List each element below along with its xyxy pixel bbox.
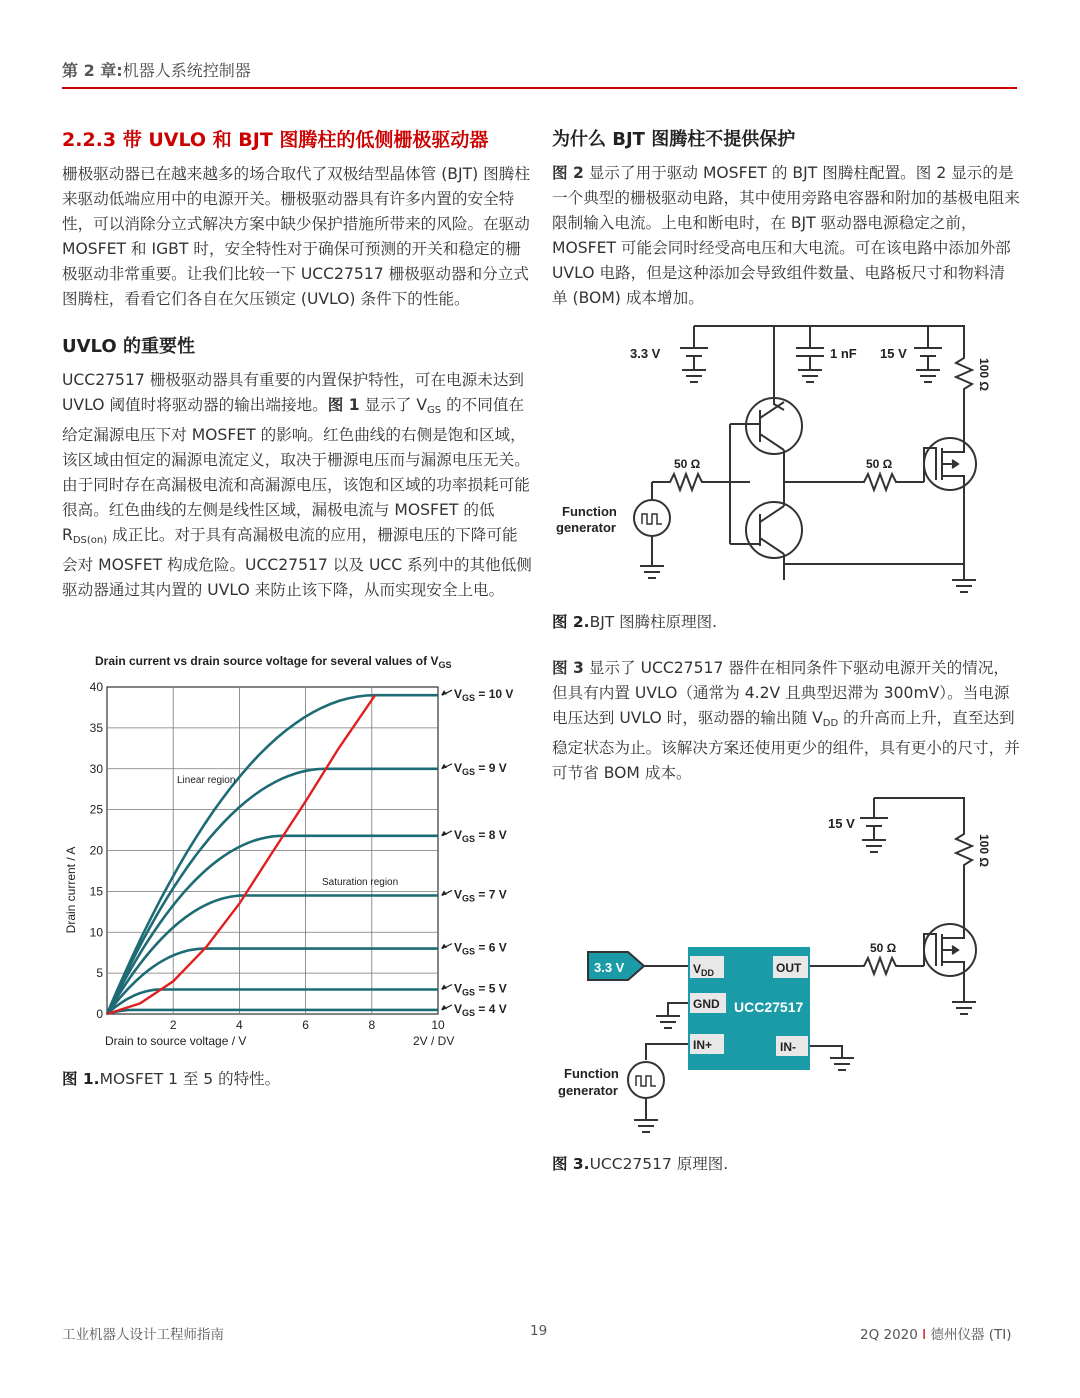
page-number: 19: [530, 1323, 548, 1339]
y-tick-label: 20: [89, 843, 103, 858]
footer-date: 2Q 2020: [860, 1327, 918, 1343]
intro-paragraph: 栅极驱动器已在越来越多的场合取代了双极结型晶体管 (BJT) 图腾柱来驱动低端应用中的电源开关。栅极驱动器具有许多内置的安全特性，可以消除分立式解决方案中缺少保护措施所带来的风险。在驱动 MOSFET 和 IGBT 时，安全特性对于确保可预测的开关和稳定的栅极驱动非常重要。让我们比较一下 UCC27517 栅极驱动器和分立式图腾柱，看看它们各自在欠压锁定 (UVLO) 条件下的性能。: [62, 165, 530, 308]
r50b-label: 50 Ω: [866, 457, 893, 471]
chart-labels: [90, 680, 514, 1032]
chapter-title: 机器人系统控制器: [122, 61, 251, 80]
inp-pin-label: IN+: [693, 1038, 713, 1052]
section-title: 2.2.3 带 UVLO 和 BJT 图腾柱的低侧栅极驱动器: [62, 129, 489, 151]
y-tick-label: 40: [89, 680, 103, 694]
vdd-pin-label: $V_{DD}$: [693, 962, 715, 978]
y-tick-label: 10: [89, 925, 103, 940]
y-tick-label: 30: [89, 761, 103, 776]
saturation-boundary-curve: [107, 695, 375, 1014]
footer-company: 德州仪器 (TI): [930, 1327, 1012, 1343]
fig2-caption-label: 图 2.: [552, 613, 590, 631]
pulse-icon: [642, 514, 662, 524]
fg-label-1: Function: [564, 1066, 619, 1081]
uvlo-text-3: 的不同值在给定漏源电压下对 MOSFET 的影响。红色曲线的右侧是饱和区域，该区域由恒定的漏源电流定义，取决于栅源电压而与漏源电压无关。由于同时存在高漏极电流和高漏源电压，该饱和区域的功率损耗可能很高。红色曲线的左侧是线性区域，漏极电流与 MOSFET 的低 R: [62, 396, 530, 544]
vgs-curve-10: [107, 695, 438, 1014]
npn-transistor: [746, 398, 802, 454]
vgs-legend-label: $V_{GS} = 5$ V: [454, 981, 507, 998]
r50-label: 50 Ω: [870, 941, 897, 955]
x-tick-label: 6: [302, 1018, 309, 1032]
ic-label: UCC27517: [734, 999, 804, 1015]
fg-ground: [640, 482, 664, 578]
y-tick-label: 35: [89, 720, 103, 735]
rdson-subscript: DS(on): [72, 535, 108, 546]
linear-region-label: Linear region: [177, 775, 236, 786]
gate-resistor: [784, 474, 924, 490]
fig1-caption-text: MOSFET 1 至 5 的特性。: [99, 1070, 281, 1088]
fig1-caption-label: 图 1.: [62, 1070, 100, 1088]
uvlo-paragraph: [62, 368, 532, 603]
fig2-caption-text: BJT 图腾柱原理图.: [589, 613, 718, 631]
v15-source-symbol: [914, 326, 942, 382]
x-tick-label: 4: [236, 1018, 243, 1032]
npn-leads: [760, 326, 784, 468]
vgs-subscript: GS: [427, 405, 442, 416]
out-pin-label: OUT: [776, 961, 802, 975]
ucc-text-1: 显示了 UCC27517 器件在相同条件下驱动电源开关的情况，但具有内置 UVLO（通常为 4.2V 且典型迟滞为 300mV）。当电源电压达到 UVLO 时，驱动器的输出随 V: [552, 659, 1010, 727]
y-axis-label: Drain current / A: [64, 846, 78, 934]
uvlo-text-4: 成正比。对于具有高漏极电流的应用，栅源电压的下降可能会对 MOSFET 构成危险。UCC27517 以及 UCC 系列中的其他低侧驱动器通过其内置的 UVLO 来防止该下降，从而实现安全上电。: [62, 526, 532, 599]
ground-rail: [784, 563, 976, 592]
v33-source-symbol: [680, 326, 708, 382]
vdd-input-label: 3.3 V: [594, 960, 625, 975]
fig3-caption-label: 图 3.: [552, 1155, 590, 1173]
chart-title: Drain current vs drain source voltage for several values of $V_{GS}$: [95, 654, 452, 670]
bjt-paragraph: [552, 161, 1020, 311]
fig2-caption: [552, 610, 717, 632]
y-tick-label: 25: [89, 802, 103, 817]
footer-right: [860, 1323, 1012, 1343]
right-column: [552, 125, 1020, 311]
vgs-curve-6: [107, 949, 438, 1014]
r100-label: 100 Ω: [977, 834, 991, 867]
fig3-caption-text: UCC27517 原理图.: [589, 1155, 729, 1173]
uvlo-heading: UVLO 的重要性: [62, 336, 195, 357]
vgs-legend-label: $V_{GS} = 7$ V: [454, 887, 507, 904]
ucc27517-schematic: [552, 790, 1022, 1135]
bjt-totem-pole-schematic: [552, 318, 1022, 603]
x-tick-label: 10: [431, 1018, 445, 1032]
x-tick-label: 2: [169, 1018, 177, 1032]
drain-resistor: [874, 798, 972, 926]
mosfet-arrow: [952, 460, 958, 468]
input-resistor: [652, 474, 730, 490]
mosfet-characteristics-chart: [55, 645, 535, 1055]
inp-wire: [646, 1044, 688, 1060]
vgs-legend-label: $V_{GS} = 6$ V: [454, 940, 507, 957]
mosfet-arrow: [952, 946, 958, 954]
fg-label-2: generator: [556, 520, 616, 535]
fg-label-2: generator: [558, 1083, 618, 1098]
inm-pin-label: IN-: [780, 1040, 796, 1054]
y-tick-label: 15: [89, 884, 103, 899]
vgs-legend-label: $V_{GS} = 4$ V: [454, 1001, 507, 1018]
bypass-capacitor: [796, 326, 824, 382]
header-rule: [62, 87, 1017, 89]
vgs-curve-4: [107, 1010, 438, 1014]
left-column: [62, 125, 532, 603]
drain-resistor: [928, 326, 972, 433]
chart-curves: [107, 695, 438, 1014]
mosfet-leads: [924, 926, 964, 1002]
v33-label: 3.3 V: [630, 346, 661, 361]
r50a-label: 50 Ω: [674, 457, 701, 471]
r100-label: 100 Ω: [977, 358, 991, 391]
cap-label: 1 nF: [830, 346, 857, 361]
v15-label: 15 V: [828, 816, 855, 831]
y-tick-label: 5: [96, 966, 103, 981]
fig2-ref: 图 2: [552, 164, 584, 182]
fig1-caption: [62, 1067, 280, 1089]
vgs-legend-label: $V_{GS} = 9$ V: [454, 760, 507, 777]
x-axis-label: Drain to source voltage / V: [105, 1034, 247, 1048]
x-axis-label-right: 2V / DV: [413, 1034, 455, 1048]
v15-label: 15 V: [880, 346, 907, 361]
bjt-heading: 为什么 BJT 图腾柱不提供保护: [552, 129, 796, 150]
gnd-pin-label: GND: [693, 997, 720, 1011]
vgs-legend-label: $V_{GS} = 10$ V: [454, 687, 514, 704]
vgs-legend-label: $V_{GS} = 8$ V: [454, 827, 507, 844]
footer-title: 工业机器人设计工程师指南: [62, 1327, 224, 1343]
v15-source-symbol: [860, 798, 888, 852]
pnp-leads: [760, 468, 784, 580]
fg-label-1: Function: [562, 504, 617, 519]
pulse-icon: [636, 1076, 656, 1086]
inm-ground: [810, 1046, 854, 1070]
fig1-ref: 图 1: [327, 396, 360, 414]
uvlo-text-1: UCC27517 栅极驱动器具有重要的内置保护特性，可在电源未达到 UVLO 阈值时将驱动器的输出端接地。: [62, 371, 525, 414]
vgs-curve-8: [107, 836, 438, 1014]
running-header: [62, 58, 251, 81]
uvlo-text-2: 显示了 V: [359, 396, 428, 414]
y-tick-label: 0: [96, 1007, 103, 1021]
saturation-region-label: Saturation region: [322, 877, 399, 888]
bjt-text: 显示了用于驱动 MOSFET 的 BJT 图腾柱配置。图 2 显示的是一个典型的栅极驱动电路，其中使用旁路电容器和附加的基极电阻来限制输入电流。上电和断电时，在 BJT 驱动器电源稳定之前，MOSFET 可能会同时经受高电压和大电流。可在该电路中添加外部 UVLO 电路，但是这种添加会导致组件数量、电路板尺寸和物料清单 (BOM) 成本增加。: [552, 164, 1020, 307]
base-node: [730, 424, 760, 544]
pnp-transistor: [746, 502, 802, 558]
gnd-ground: [656, 1003, 688, 1028]
x-tick-label: 8: [368, 1018, 376, 1032]
ucc-text-2: 的升高而上升，直至达到稳定状态为止。该解决方案还使用更少的组件，具有更小的尺寸，并可节省 BOM 成本。: [552, 709, 1020, 782]
mosfet-ground: [952, 1002, 976, 1014]
fig3-caption: [552, 1152, 728, 1174]
chapter-label: 第 2 章:: [62, 61, 123, 80]
footer-separator: I: [922, 1327, 927, 1343]
fg-ground: [634, 1098, 658, 1132]
vdd-subscript: DD: [822, 718, 839, 729]
mosfet-leads: [924, 433, 964, 563]
ucc-paragraph: [552, 656, 1020, 786]
fig3-ref: 图 3: [552, 659, 584, 677]
gate-resistor: [810, 958, 924, 974]
